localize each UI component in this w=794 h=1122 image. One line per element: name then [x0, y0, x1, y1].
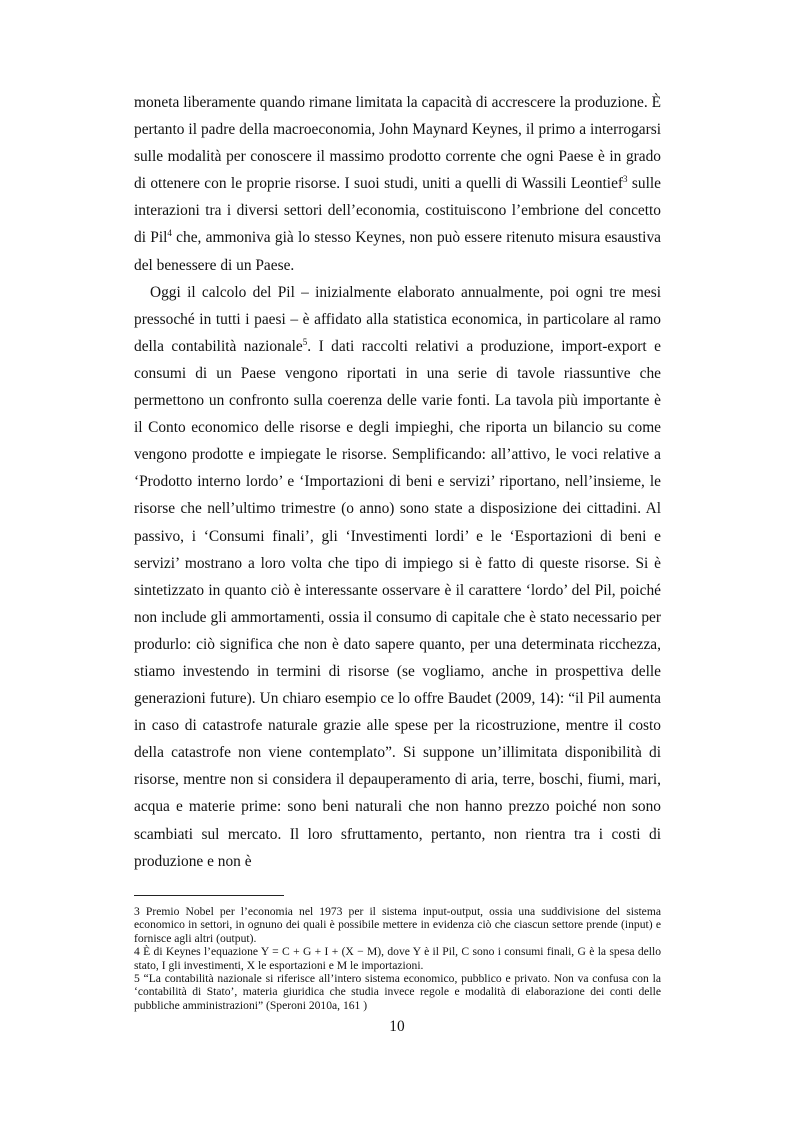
footnote-3: 3 Premio Nobel per l’economia nel 1973 per il sistema input-output, ossia una suddivisione del sistema economico in settori, in ognuno dei quali è possibile mettere in evidenza ciò che ciascun settore prende (input) e fornisce agli altri (output).	[134, 905, 661, 945]
paragraph-2	[134, 279, 661, 875]
paragraph-1	[134, 89, 661, 279]
footnote-separator	[134, 895, 284, 896]
paragraph-1-text-c: che, ammoniva già lo stesso Keynes, non può essere ritenuto misura esaustiva del benessere di un Paese.	[134, 229, 661, 274]
paragraph-2-text-a: Oggi il calcolo del Pil – inizialmente elaborato annualmente, poi ogni tre mesi pressoché in tutti i paesi – è affidato alla statistica economica, in particolare al ramo della contabilità nazionale	[134, 283, 661, 355]
footnotes	[134, 905, 661, 1012]
paragraph-2-text-b: . I dati raccolti relativi a produzione, import-export e consumi di un Paese vengono riportati in una serie di tavole riassuntive che permettono un confronto sulla coerenza delle varie fonti. La tavola più importante è il Conto economico delle risorse e degli impieghi, che riporta un bilancio su come vengono prodotte e impiegate le risorse. Semplificando: all’attivo, le voci relative a ‘Prodotto interno lordo’ e ‘Importazioni di beni e servizi’ riportano, nell’insieme, le risorse che nell’ultimo trimestre (o anno) sono state a disposizione dei cittadini. Al passivo, i ‘Consumi finali’, gli ‘Investimenti lordi’ e le ‘Esportazioni di beni e servizi’ mostrano a loro volta che tipo di impiego si è fatto di queste risorse. Si è sintetizzato in quanto ciò è interessante osservare è il carattere ‘lordo’ del Pil, poiché non include gli ammortamenti, ossia il consumo di capitale che è stato necessario per produrlo: ciò significa che non è dato sapere quanto, per una determinata ricchezza, stiamo investendo in termini di risorse (se vogliamo, anche in prospettiva delle generazioni future). Un chiaro esempio ce lo offre Baudet (2009, 14): “il Pil aumenta in caso di catastrofe naturale grazie alle spese per la ricostruzione, mentre il costo della catastrofe non viene contemplato”. Si suppone un’illimitata disponibilità di risorse, mentre non si considera il depauperamento di aria, terre, boschi, fiumi, mari, acqua e materie prime: sono beni naturali che non hanno prezzo poiché non sono scambiati sul mercato. Il loro sfruttamento, pertanto, non rientra tra i costi di produzione e non è	[134, 337, 661, 870]
footnote-5: 5 “La contabilità nazionale si riferisce all’intero sistema economico, pubblico e privato. Non va confusa con la ‘contabilità di Stato’, materia giuridica che studia invece regole e modalità di elaborazione dei conti delle pubbliche amministrazioni” (Speroni 2010a, 161 )	[134, 972, 661, 1012]
page-number: 10	[389, 1018, 405, 1035]
paragraph-1-text-b: sulle interazioni tra i diversi settori dell’economia, costituiscono l’embrione del concetto di Pil	[134, 175, 662, 247]
main-text	[134, 89, 661, 875]
footnote-ref-3: 3	[623, 174, 628, 185]
paragraph-1-text-a: moneta liberamente quando rimane limitata la capacità di accrescere la produzione. È pertanto il padre della macroeconomia, John Maynard Keynes, il primo a interrogarsi sulle modalità per conoscere il massimo prodotto corrente che ogni Paese è in grado di ottenere con le proprie risorse. I suoi studi, uniti a quelli di Wassili Leontief	[134, 94, 661, 193]
footnote-4: 4 È di Keynes l’equazione Y = C + G + I + (X − M), dove Y è il Pil, C sono i consumi finali, G è la spesa dello stato, I gli investimenti, X le esportazioni e M le importazioni.	[134, 945, 661, 972]
footnote-ref-4: 4	[167, 228, 172, 239]
footnote-ref-5: 5	[302, 336, 308, 347]
